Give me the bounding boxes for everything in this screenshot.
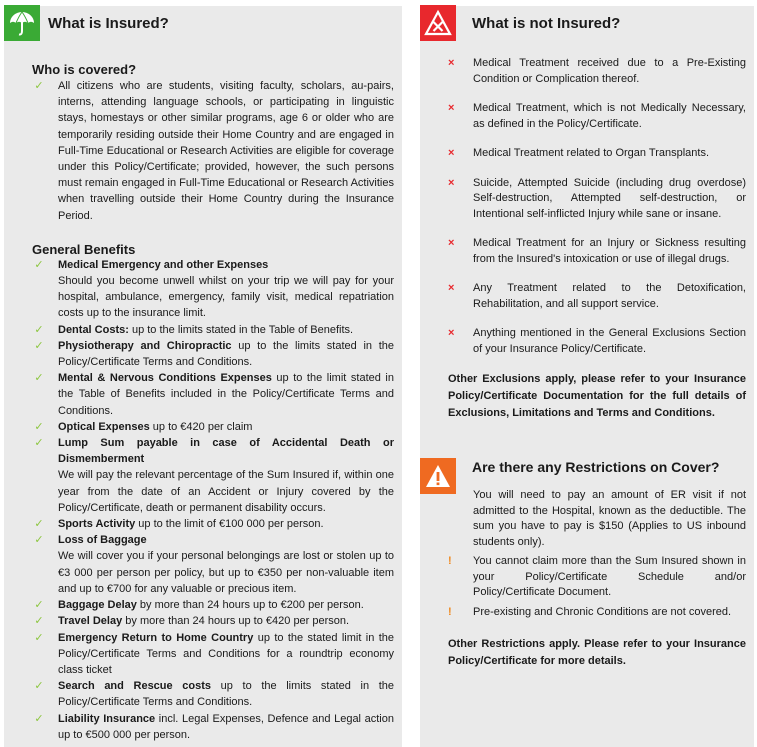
- restrictions-list: [420, 484, 754, 620]
- who-covered-text: All citizens who are students, visiting faculty, scholars, au-pairs, interns, attending language schools, or participating in linguistic stays, homestays or other similar programs, age 6 or older who are temporarily residing outside their Home Country and are engaged in Full-Time Educational or Research Activities are eligible for coverage under this Policy/Certificate; provided, however, the such persons must remain engaged in Full-Time Educational or Research Activities when travelling outside their Home Country during the Insurance Period.: [58, 80, 394, 222]
- benefit-text: up to the limit of €100 000 per person.: [135, 518, 324, 531]
- general-benefits-section: [4, 224, 402, 743]
- exclusion-item: [420, 326, 754, 357]
- check-icon: ✓: [34, 599, 44, 612]
- exclamation-icon: !: [448, 555, 452, 567]
- restriction-text: Pre-existing and Chronic Conditions are not covered.: [473, 605, 732, 618]
- insured-panel: [4, 6, 402, 747]
- benefit-name: Lump Sum payable in case of Accidental Death or Dismemberment: [58, 437, 394, 466]
- restrictions-header: [420, 450, 754, 484]
- cross-icon: ×: [448, 282, 455, 294]
- benefit-detail: We will cover you if your personal belongings are lost or stolen up to €3 000 per person per policy, but up to €350 per non-valuable item and up to €700 for any valuable or precious item.: [58, 550, 394, 595]
- benefit-item: [32, 322, 394, 338]
- benefit-item: [32, 257, 394, 322]
- benefit-text: up to the limits stated in the Policy/Certificate Terms and Conditions.: [58, 339, 394, 369]
- restriction-text: You will need to pay an amount of ER visit if not admitted to the Hospital, known as the deductible. The sum you have to pay is $150 (Applies to US inbound students only).: [473, 489, 746, 548]
- exclusion-text: Medical Treatment received due to a Pre-Existing Condition or Complication thereof.: [473, 57, 746, 85]
- benefit-item: [32, 516, 394, 532]
- restriction-text: You cannot claim more than the Sum Insured shown in your Policy/Certificate Schedule and/or Policy/Certificate Document.: [473, 555, 746, 598]
- exclusion-text: Any Treatment related to the Detoxification, Rehabilitation, and all support service.: [473, 282, 746, 310]
- benefit-name: Liability Insurance: [58, 712, 156, 725]
- check-icon: ✓: [34, 437, 44, 450]
- exclamation-icon: !: [448, 605, 452, 618]
- benefit-detail: Should you become unwell whilst on your trip we will pay for your hospital, ambulance, emergency, family visit, medical repatriation costs up to the insurance limit.: [58, 275, 394, 320]
- who-covered-item: [32, 78, 394, 224]
- cross-icon: ×: [448, 102, 455, 114]
- benefit-name: Sports Activity: [58, 518, 136, 531]
- cross-icon: ×: [448, 176, 455, 189]
- benefit-name: Optical Expenses: [58, 420, 150, 433]
- cross-icon: ×: [448, 237, 455, 249]
- benefit-text: up to the stated limit in the Policy/Certificate Terms and Conditions for a roundtrip economy class ticket: [58, 631, 394, 676]
- restriction-item: [420, 554, 754, 601]
- benefit-item: [32, 419, 394, 435]
- benefit-text: up to €420 per claim: [149, 420, 253, 433]
- check-icon: ✓: [34, 631, 44, 644]
- benefit-name: Baggage Delay: [58, 599, 137, 612]
- restriction-item: [420, 605, 754, 621]
- benefits-list: [32, 257, 394, 743]
- benefit-name: Loss of Baggage: [58, 534, 147, 547]
- exclusion-item: [420, 236, 754, 267]
- check-icon: ✓: [34, 339, 44, 352]
- check-icon: ✓: [34, 372, 44, 385]
- benefit-name: Travel Delay: [58, 615, 123, 628]
- check-icon: ✓: [34, 712, 44, 725]
- insured-title: What is Insured?: [48, 14, 169, 32]
- benefit-item: [32, 678, 394, 710]
- check-icon: ✓: [34, 258, 44, 271]
- check-icon: ✓: [34, 680, 44, 693]
- cross-box-icon: [420, 5, 456, 41]
- exclusion-text: Medical Treatment for an Injury or Sickness resulting from the Insured's intoxication or use of illegal drugs.: [473, 237, 746, 265]
- benefit-item: [32, 532, 394, 597]
- benefit-item: [32, 370, 394, 419]
- who-covered-section: [4, 40, 402, 224]
- restriction-item: [420, 488, 754, 550]
- benefit-item: [32, 338, 394, 370]
- benefit-detail: We will pay the relevant percentage of the Sum Insured if, within one year from the date of an Accident or Injury covered by the Policy/Certificate, death or permanent disability occurs.: [58, 469, 394, 514]
- benefit-text: up to the limits stated in the Table of Benefits.: [128, 323, 354, 336]
- exclusion-item: [420, 101, 754, 132]
- benefit-name: Search and Rescue costs: [58, 680, 212, 693]
- cross-icon: ×: [448, 57, 455, 69]
- not-insured-panel: [420, 6, 754, 747]
- exclusion-item: [420, 146, 754, 162]
- general-benefits-title: General Benefits: [32, 241, 136, 257]
- benefit-name: Dental Costs:: [58, 323, 129, 336]
- exclusion-item: [420, 176, 754, 223]
- benefit-name: Emergency Return to Home Country: [58, 631, 254, 644]
- cross-icon: ×: [448, 327, 455, 339]
- insured-header: [4, 6, 402, 40]
- check-icon: ✓: [34, 518, 44, 531]
- exclusion-text: Medical Treatment related to Organ Transplants.: [473, 147, 710, 159]
- benefit-text: up to the limit stated in the Table of Benefits included in the Policy/Certificate Terms and Conditions.: [58, 372, 394, 417]
- exclusion-text: Anything mentioned in the General Exclusions Section of your Insurance Policy/Certificate.: [473, 327, 746, 355]
- not-insured-list: [420, 40, 754, 357]
- exclusion-text: Medical Treatment, which is not Medically Necessary, as defined in the Policy/Certificate.: [473, 102, 746, 130]
- restrictions-title: Are there any Restrictions on Cover?: [472, 459, 720, 475]
- check-icon: ✓: [34, 615, 44, 628]
- cross-icon: ×: [448, 147, 455, 159]
- not-insured-header: [420, 6, 754, 40]
- not-insured-title: What is not Insured?: [472, 14, 621, 32]
- who-covered-title: Who is covered?: [32, 62, 137, 77]
- benefit-item: [32, 597, 394, 613]
- benefit-name: Mental & Nervous Conditions Expenses: [58, 372, 272, 385]
- check-icon: ✓: [34, 80, 44, 92]
- benefit-text: by more than 24 hours up to €200 per person.: [136, 599, 364, 612]
- check-icon: ✓: [34, 420, 44, 433]
- exclusions-note: Other Exclusions apply, please refer to your Insurance Policy/Certificate Documentation for the full details of Exclusions, Limitations and Terms and Conditions.: [448, 373, 746, 419]
- benefit-text: by more than 24 hours up to €420 per person.: [122, 615, 350, 628]
- benefit-text: up to the limits stated in the Policy/Certificate Terms and Conditions.: [58, 680, 394, 709]
- benefit-item: [32, 613, 394, 629]
- exclusion-text: Suicide, Attempted Suicide (including drug overdose) Self-destruction, Attempted self-destruction, or Intentional self-inflicted Injury while sane or insane.: [473, 176, 746, 220]
- check-icon: ✓: [34, 323, 44, 336]
- benefit-name: Physiotherapy and Chiropractic: [58, 339, 232, 352]
- umbrella-icon: [4, 5, 40, 41]
- restrictions-note: Other Restrictions apply. Please refer to your Insurance Policy/Certificate for more details.: [448, 638, 746, 667]
- benefit-item: [32, 711, 394, 743]
- check-icon: ✓: [34, 534, 44, 547]
- benefit-item: [32, 630, 394, 679]
- benefit-name: Medical Emergency and other Expenses: [58, 258, 269, 271]
- benefit-item: [32, 435, 394, 516]
- benefit-text: incl. Legal Expenses, Defence and Legal action up to €500 000 per person.: [58, 712, 394, 741]
- exclusion-item: [420, 56, 754, 87]
- exclusion-item: [420, 281, 754, 312]
